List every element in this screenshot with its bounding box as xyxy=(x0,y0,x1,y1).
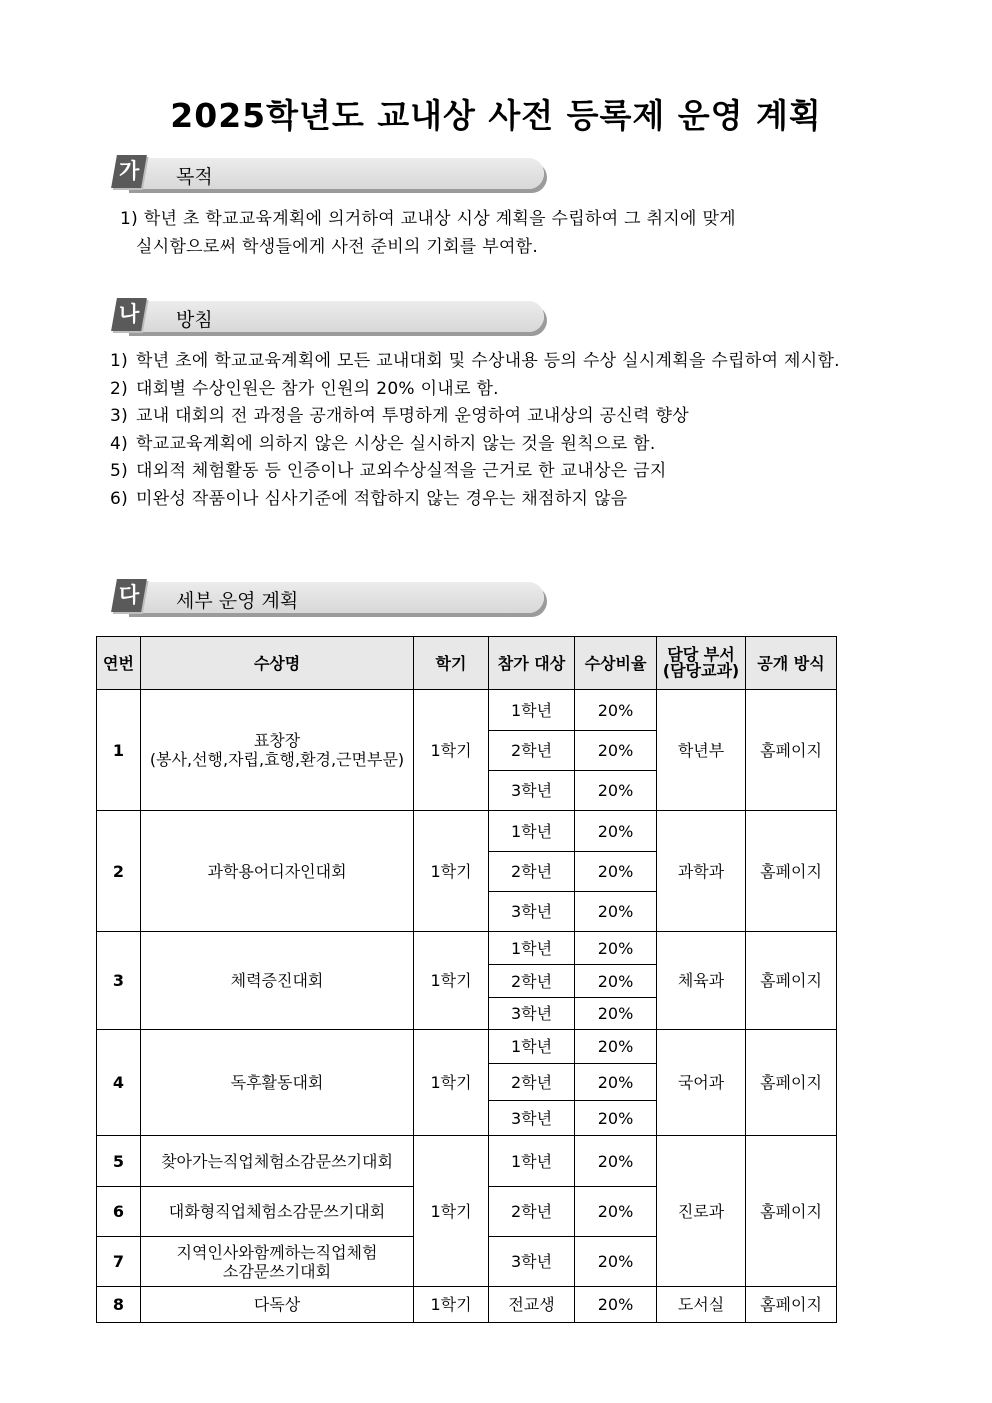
cell-open: 홈페이지 xyxy=(746,690,837,811)
cell-dept: 진로과 xyxy=(657,1136,746,1287)
cell-ratio: 20% xyxy=(575,1237,657,1287)
cell-target: 3학년 xyxy=(489,771,575,811)
cell-no: 5 xyxy=(97,1136,141,1187)
cell-ratio: 20% xyxy=(575,932,657,965)
section-badge: 다 xyxy=(111,579,147,612)
cell-ratio: 20% xyxy=(575,731,657,771)
cell-target: 2학년 xyxy=(489,1064,575,1101)
cell-term: 1학기 xyxy=(414,1287,489,1323)
purpose-line-2: 실시함으로써 학생들에게 사전 준비의 기회를 부여함. xyxy=(136,237,539,257)
cell-term: 1학기 xyxy=(414,1136,489,1287)
cell-open: 홈페이지 xyxy=(746,1287,837,1323)
table-row xyxy=(97,690,837,731)
section-title: 방침 xyxy=(176,309,213,331)
section-badge: 나 xyxy=(111,298,147,331)
cell-open: 홈페이지 xyxy=(746,1030,837,1136)
cell-award-name: 체력증진대회 xyxy=(141,932,414,1030)
list-item: 6) 미완성 작품이나 심사기준에 적합하지 않는 경우는 채점하지 않음 xyxy=(110,488,628,509)
cell-ratio: 20% xyxy=(575,1287,657,1323)
cell-award-name: 다독상 xyxy=(141,1287,414,1323)
cell-ratio: 20% xyxy=(575,1136,657,1187)
header-dept: 담당 부서 (담당교과) xyxy=(657,637,746,690)
table-row xyxy=(97,1287,837,1323)
cell-target: 3학년 xyxy=(489,892,575,932)
policy-list xyxy=(110,348,910,513)
cell-no: 3 xyxy=(97,932,141,1030)
list-item: 1) 학년 초에 학교교육계획에 모든 교내대회 및 수상내용 등의 수상 실시계획을 수립하여 제시함. xyxy=(110,351,840,371)
table-row xyxy=(97,1136,837,1187)
cell-ratio: 20% xyxy=(575,965,657,998)
cell-ratio: 20% xyxy=(575,1187,657,1237)
cell-dept: 과학과 xyxy=(657,811,746,932)
header-award-name: 수상명 xyxy=(141,637,414,690)
cell-dept: 학년부 xyxy=(657,690,746,811)
cell-term: 1학기 xyxy=(414,811,489,932)
header-no: 연번 xyxy=(97,637,141,690)
cell-target: 전교생 xyxy=(489,1287,575,1323)
cell-ratio: 20% xyxy=(575,852,657,892)
section-header-policy xyxy=(108,301,548,341)
cell-target: 2학년 xyxy=(489,965,575,998)
page-title: 2025학년도 교내상 사전 등록제 운영 계획 xyxy=(170,96,822,135)
section-header-detail-plan xyxy=(108,582,548,622)
cell-target: 1학년 xyxy=(489,932,575,965)
header-open: 공개 방식 xyxy=(746,637,837,690)
header-ratio: 수상비율 xyxy=(575,637,657,690)
cell-ratio: 20% xyxy=(575,771,657,811)
cell-award-name: 지역인사와함께하는직업체험 소감문쓰기대회 xyxy=(141,1237,414,1287)
header-term: 학기 xyxy=(414,637,489,690)
cell-dept: 도서실 xyxy=(657,1287,746,1323)
cell-dept: 국어과 xyxy=(657,1030,746,1136)
list-item: 2) 대회별 수상인원은 참가 인원의 20% 이내로 함. xyxy=(110,378,499,399)
cell-target: 3학년 xyxy=(489,1237,575,1287)
cell-term: 1학기 xyxy=(414,1030,489,1136)
cell-award-name: 과학용어디자인대회 xyxy=(141,811,414,932)
cell-ratio: 20% xyxy=(575,690,657,731)
cell-target: 1학년 xyxy=(489,1136,575,1187)
cell-target: 2학년 xyxy=(489,731,575,771)
cell-no: 6 xyxy=(97,1187,141,1237)
cell-ratio: 20% xyxy=(575,892,657,932)
cell-award-name: 대화형직업체험소감문쓰기대회 xyxy=(141,1187,414,1237)
cell-open: 홈페이지 xyxy=(746,932,837,1030)
cell-no: 2 xyxy=(97,811,141,932)
cell-no: 1 xyxy=(97,690,141,811)
cell-target: 3학년 xyxy=(489,1101,575,1136)
cell-open: 홈페이지 xyxy=(746,811,837,932)
cell-dept: 체육과 xyxy=(657,932,746,1030)
cell-award-name: 찾아가는직업체험소감문쓰기대회 xyxy=(141,1136,414,1187)
cell-ratio: 20% xyxy=(575,811,657,852)
cell-no: 8 xyxy=(97,1287,141,1323)
cell-ratio: 20% xyxy=(575,1101,657,1136)
cell-target: 2학년 xyxy=(489,852,575,892)
list-item: 4) 학교교육계획에 의하지 않은 시상은 실시하지 않는 것을 원칙으로 함. xyxy=(110,433,656,454)
cell-no: 7 xyxy=(97,1237,141,1287)
header-target: 참가 대상 xyxy=(489,637,575,690)
cell-target: 3학년 xyxy=(489,998,575,1030)
table-row xyxy=(97,811,837,852)
section-badge: 가 xyxy=(111,155,147,188)
purpose-line-1: 1) 학년 초 학교교육계획에 의거하여 교내상 시상 계획을 수립하여 그 취지에 맞게 xyxy=(120,209,736,229)
section-header-purpose xyxy=(108,158,548,198)
table-header-row xyxy=(97,637,837,690)
list-item: 5) 대외적 체험활동 등 인증이나 교외수상실적을 근거로 한 교내상은 금지 xyxy=(110,461,667,481)
list-item: 3) 교내 대회의 전 과정을 공개하여 투명하게 운영하여 교내상의 공신력 향상 xyxy=(110,406,689,426)
cell-award-name: 독후활동대회 xyxy=(141,1030,414,1136)
section-title: 세부 운영 계획 xyxy=(176,590,299,612)
award-plan-table xyxy=(96,636,837,1323)
section-title: 목적 xyxy=(176,166,213,188)
cell-target: 1학년 xyxy=(489,1030,575,1064)
cell-term: 1학기 xyxy=(414,690,489,811)
cell-target: 2학년 xyxy=(489,1187,575,1237)
table-row xyxy=(97,932,837,965)
cell-no: 4 xyxy=(97,1030,141,1136)
cell-open: 홈페이지 xyxy=(746,1136,837,1287)
cell-ratio: 20% xyxy=(575,1064,657,1101)
cell-ratio: 20% xyxy=(575,998,657,1030)
cell-award-name: 표창장 (봉사,선행,자립,효행,환경,근면부문) xyxy=(141,690,414,811)
table-row xyxy=(97,1030,837,1064)
cell-term: 1학기 xyxy=(414,932,489,1030)
cell-ratio: 20% xyxy=(575,1030,657,1064)
cell-target: 1학년 xyxy=(489,690,575,731)
cell-target: 1학년 xyxy=(489,811,575,852)
